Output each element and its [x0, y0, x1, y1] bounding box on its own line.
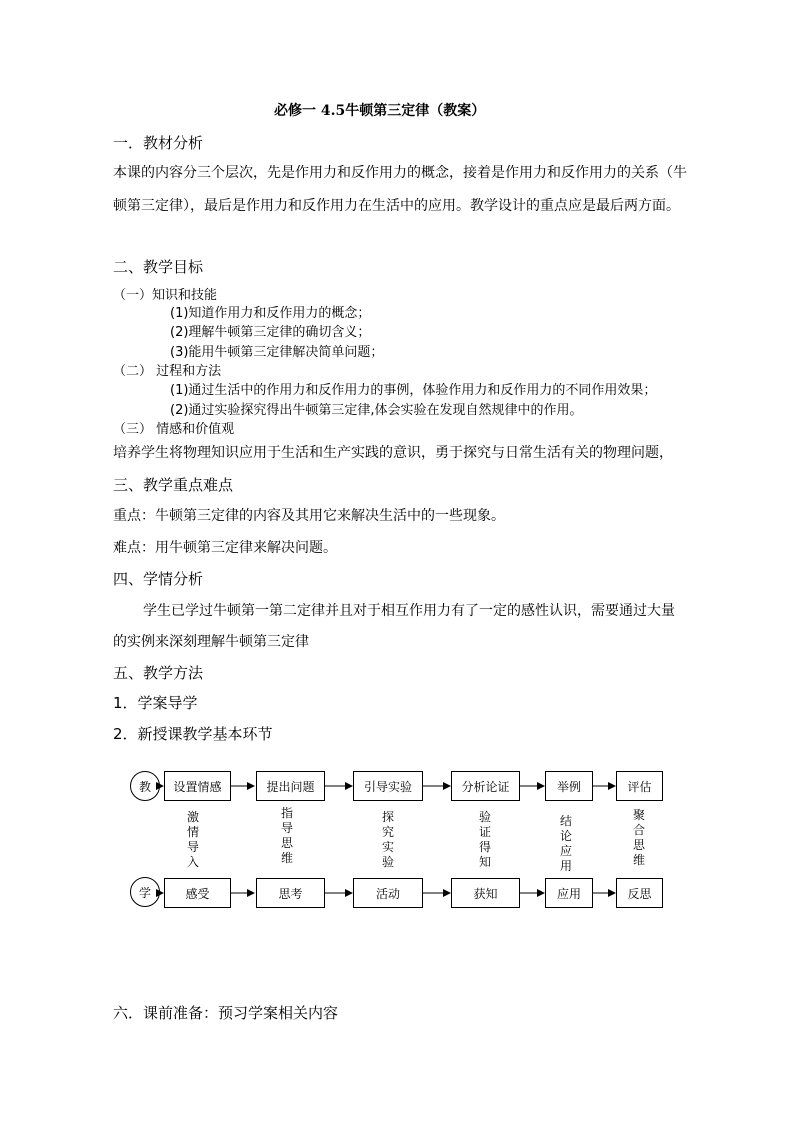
- student-step: 应用: [545, 878, 593, 908]
- section-heading: 二、教学目标: [113, 258, 204, 276]
- teacher-node: 教: [130, 771, 160, 801]
- stage-label: 聚合思维: [632, 808, 645, 867]
- student-step: 活动: [353, 878, 423, 908]
- section-heading: 六．课前准备：预习学案相关内容: [113, 1004, 339, 1022]
- teacher-step: 举例: [545, 771, 593, 801]
- list-item: (3)能用牛顿第三定律解决简单问题；: [170, 345, 384, 360]
- paragraph-line: 的实例来深刻理解牛顿第三定律: [113, 634, 309, 650]
- student-step: 感受: [164, 878, 231, 908]
- list-item: (1)知道作用力和反作用力的概念；: [170, 306, 371, 321]
- teacher-step: 评估: [616, 771, 663, 801]
- list-item: (1)通过生活中的作用力和反作用力的事例，体验作用力和反作用力的不同作用效果；: [170, 383, 657, 398]
- stage-label: 探究实验: [381, 810, 394, 869]
- student-step: 思考: [256, 878, 325, 908]
- paragraph-line: 培养学生将物理知识应用于生活和生产实践的意识，勇于探究与日常生活有关的物理问题，: [113, 445, 673, 461]
- section-heading: 四、学情分析: [113, 570, 204, 588]
- list-item: (2)通过实验探究得出牛顿第三定律,体会实验在发现自然规律中的作用。: [170, 403, 583, 418]
- paragraph-line: 顿第三定律），最后是作用力和反作用力在生活中的应用。教学设计的重点应是最后两方面。: [113, 198, 680, 214]
- paragraph-line: 学生已学过牛顿第一第二定律并且对于相互作用力有了一定的感性认识，需要通过大量: [143, 603, 675, 619]
- section-heading: 三、教学重点难点: [113, 476, 234, 494]
- student-step: 获知: [451, 878, 520, 908]
- teacher-step: 提出问题: [256, 771, 325, 801]
- section-heading: 五、教学方法: [113, 664, 204, 682]
- stage-label: 指导思维: [280, 806, 293, 865]
- teacher-step: 设置情感: [164, 771, 231, 801]
- section-heading: 一．教材分析: [113, 134, 204, 152]
- teacher-step: 引导实验: [353, 771, 423, 801]
- student-step: 反思: [616, 878, 663, 908]
- page-title: 必修一 4.5牛顿第三定律（教案）: [274, 103, 486, 119]
- list-item: 1．学案导学: [113, 694, 198, 712]
- sub-heading: （三） 情感和价值观: [113, 422, 235, 437]
- list-item: (2)理解牛顿第三定律的确切含义；: [170, 325, 371, 340]
- sub-heading: （二） 过程和方法: [113, 364, 222, 379]
- paragraph-line: 难点：用牛顿第三定律来解决问题。: [113, 540, 337, 556]
- teacher-step: 分析论证: [451, 771, 520, 801]
- stage-label: 结论应用: [559, 814, 572, 873]
- stage-label: 激情导入: [186, 810, 199, 869]
- student-node: 学: [130, 877, 160, 907]
- sub-heading: （一）知识和技能: [113, 288, 218, 303]
- list-item: 2．新授课教学基本环节: [113, 725, 273, 743]
- paragraph-line: 本课的内容分三个层次，先是作用力和反作用力的概念，接着是作用力和反作用力的关系（牛: [113, 165, 687, 181]
- paragraph-line: 重点：牛顿第三定律的内容及其用它来解决生活中的一些现象。: [113, 508, 505, 524]
- stage-label: 验证得知: [478, 810, 491, 869]
